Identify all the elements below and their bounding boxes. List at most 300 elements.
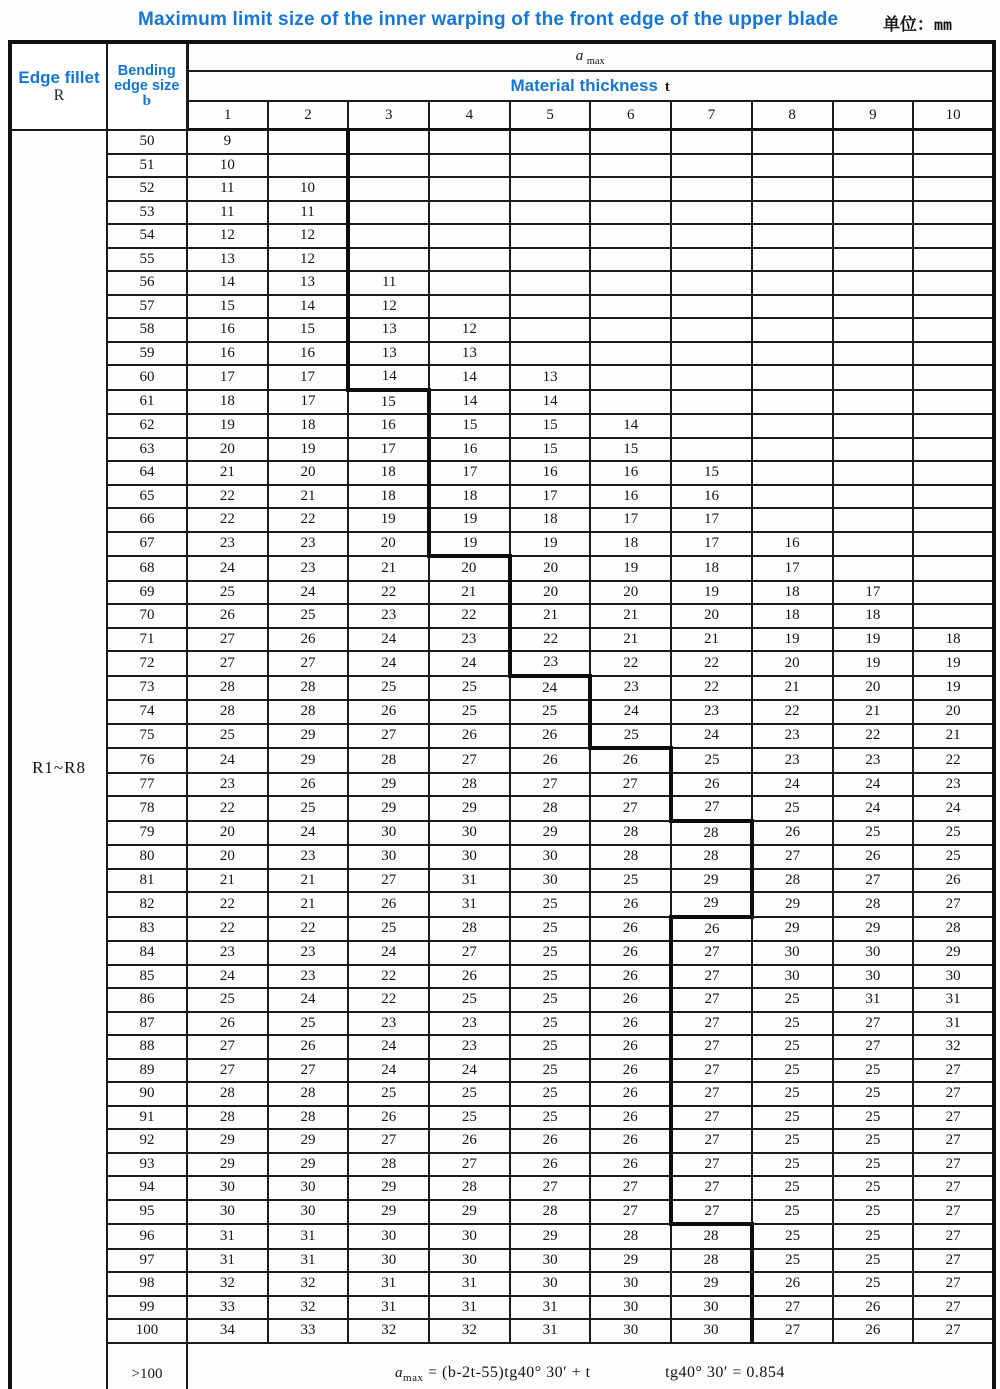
limit-value: 29 bbox=[752, 917, 833, 942]
limit-value: 26 bbox=[590, 892, 671, 917]
limit-value: 29 bbox=[268, 724, 349, 749]
limit-value bbox=[510, 177, 591, 201]
material-thickness-symbol: t bbox=[664, 79, 670, 95]
limit-value: 30 bbox=[833, 965, 914, 989]
limit-value: 11 bbox=[268, 201, 349, 225]
limit-value: 28 bbox=[268, 1106, 349, 1130]
limit-value: 17 bbox=[268, 365, 349, 390]
formula-row bbox=[10, 1343, 994, 1389]
limit-value: 26 bbox=[833, 1296, 914, 1320]
limit-value: 22 bbox=[590, 651, 671, 676]
limit-value: 26 bbox=[590, 1106, 671, 1130]
limit-value bbox=[752, 508, 833, 532]
table-row bbox=[10, 773, 994, 797]
bending-size-value: 78 bbox=[107, 796, 187, 821]
limit-value: 22 bbox=[187, 917, 268, 942]
table-row bbox=[10, 869, 994, 893]
limit-value: 27 bbox=[913, 1106, 994, 1130]
bending-size-value: 89 bbox=[107, 1059, 187, 1083]
bending-size-value: 80 bbox=[107, 845, 187, 869]
limit-value: 30 bbox=[752, 965, 833, 989]
bending-size-value: 58 bbox=[107, 318, 187, 342]
limit-value: 27 bbox=[913, 1319, 994, 1343]
bending-label: Bending edge size bbox=[114, 62, 180, 94]
limit-value: 23 bbox=[268, 556, 349, 581]
limit-value: 23 bbox=[752, 724, 833, 749]
limit-value: 29 bbox=[429, 1200, 510, 1225]
limit-value: 26 bbox=[590, 748, 671, 773]
limit-value: 25 bbox=[752, 1200, 833, 1225]
limit-value: 15 bbox=[348, 390, 429, 415]
limit-value: 25 bbox=[752, 796, 833, 821]
limit-value: 15 bbox=[268, 318, 349, 342]
table-row bbox=[10, 941, 994, 965]
limit-value bbox=[913, 556, 994, 581]
limit-value: 23 bbox=[833, 748, 914, 773]
limit-value: 22 bbox=[348, 988, 429, 1012]
limit-value: 30 bbox=[348, 1249, 429, 1273]
limit-value: 25 bbox=[752, 1106, 833, 1130]
limit-value: 22 bbox=[510, 628, 591, 652]
table-row bbox=[10, 748, 994, 773]
limit-value bbox=[671, 130, 752, 154]
bending-size-value: 60 bbox=[107, 365, 187, 390]
limit-value: 16 bbox=[268, 342, 349, 366]
limit-value: 31 bbox=[833, 988, 914, 1012]
limit-value: 25 bbox=[671, 748, 752, 773]
limit-size-table bbox=[8, 40, 996, 1389]
limit-value bbox=[590, 224, 671, 248]
table-row bbox=[10, 1200, 994, 1225]
limit-value bbox=[913, 318, 994, 342]
limit-value: 27 bbox=[671, 1129, 752, 1153]
limit-value: 24 bbox=[833, 773, 914, 797]
limit-value: 26 bbox=[590, 988, 671, 1012]
limit-value bbox=[590, 295, 671, 319]
limit-value: 25 bbox=[510, 988, 591, 1012]
limit-value: 30 bbox=[348, 1224, 429, 1249]
table-row bbox=[10, 651, 994, 676]
limit-value: 22 bbox=[671, 651, 752, 676]
limit-value bbox=[833, 556, 914, 581]
limit-value: 29 bbox=[590, 1249, 671, 1273]
limit-value bbox=[913, 342, 994, 366]
limit-value bbox=[833, 224, 914, 248]
limit-value bbox=[590, 201, 671, 225]
limit-value: 23 bbox=[187, 773, 268, 797]
limit-value: 26 bbox=[510, 748, 591, 773]
limit-value: 26 bbox=[590, 1153, 671, 1177]
limit-value: 18 bbox=[752, 581, 833, 605]
limit-value: 23 bbox=[187, 532, 268, 557]
table-row bbox=[10, 1224, 994, 1249]
limit-value bbox=[671, 438, 752, 462]
thickness-col-header: 10 bbox=[913, 101, 994, 130]
limit-value: 27 bbox=[913, 1082, 994, 1106]
limit-value bbox=[429, 177, 510, 201]
limit-value: 27 bbox=[671, 941, 752, 965]
limit-value: 27 bbox=[510, 1176, 591, 1200]
a-max-sub: max bbox=[586, 55, 605, 67]
table-row bbox=[10, 892, 994, 917]
limit-value: 25 bbox=[833, 1106, 914, 1130]
limit-value: 25 bbox=[752, 1082, 833, 1106]
limit-value bbox=[671, 390, 752, 415]
limit-value: 17 bbox=[348, 438, 429, 462]
limit-value: 18 bbox=[752, 604, 833, 628]
limit-value: 21 bbox=[268, 485, 349, 509]
limit-value: 17 bbox=[429, 461, 510, 485]
limit-value: 25 bbox=[752, 1249, 833, 1273]
limit-value: 26 bbox=[590, 965, 671, 989]
limit-value bbox=[833, 248, 914, 272]
limit-value: 14 bbox=[429, 390, 510, 415]
limit-value: 27 bbox=[752, 845, 833, 869]
limit-value: 17 bbox=[671, 532, 752, 557]
limit-value: 28 bbox=[590, 821, 671, 846]
bending-size-value: 51 bbox=[107, 154, 187, 178]
limit-value: 20 bbox=[833, 676, 914, 701]
limit-value: 23 bbox=[268, 532, 349, 557]
limit-value: 16 bbox=[187, 342, 268, 366]
material-thickness-label: Material thickness bbox=[510, 76, 658, 95]
limit-value bbox=[510, 130, 591, 154]
limit-value: 18 bbox=[187, 390, 268, 415]
bending-size-value: 91 bbox=[107, 1106, 187, 1130]
limit-value: 25 bbox=[752, 1012, 833, 1036]
limit-value: 33 bbox=[268, 1319, 349, 1343]
bending-size-value: 70 bbox=[107, 604, 187, 628]
limit-value: 27 bbox=[671, 796, 752, 821]
limit-value: 29 bbox=[671, 1272, 752, 1296]
limit-value: 30 bbox=[752, 941, 833, 965]
limit-value: 16 bbox=[348, 414, 429, 438]
limit-value: 21 bbox=[187, 461, 268, 485]
table-row bbox=[10, 508, 994, 532]
limit-value: 29 bbox=[510, 1224, 591, 1249]
limit-value: 23 bbox=[187, 941, 268, 965]
limit-value: 25 bbox=[268, 604, 349, 628]
limit-value: 13 bbox=[429, 342, 510, 366]
limit-value bbox=[671, 224, 752, 248]
bending-over-100-value: >100 bbox=[107, 1343, 187, 1389]
limit-value: 24 bbox=[348, 941, 429, 965]
limit-value: 12 bbox=[429, 318, 510, 342]
limit-value: 23 bbox=[429, 628, 510, 652]
bending-size-value: 54 bbox=[107, 224, 187, 248]
limit-value: 22 bbox=[913, 748, 994, 773]
limit-value: 22 bbox=[187, 892, 268, 917]
limit-value: 22 bbox=[833, 724, 914, 749]
limit-value: 25 bbox=[429, 1106, 510, 1130]
limit-value bbox=[590, 177, 671, 201]
limit-value: 25 bbox=[429, 1082, 510, 1106]
limit-value: 27 bbox=[671, 1059, 752, 1083]
limit-value: 21 bbox=[833, 700, 914, 724]
limit-value: 29 bbox=[348, 1200, 429, 1225]
limit-value: 30 bbox=[348, 845, 429, 869]
bending-size-value: 72 bbox=[107, 651, 187, 676]
limit-value: 26 bbox=[671, 917, 752, 942]
bending-size-value: 83 bbox=[107, 917, 187, 942]
limit-value: 23 bbox=[752, 748, 833, 773]
limit-value: 24 bbox=[187, 748, 268, 773]
thickness-col-header: 3 bbox=[348, 101, 429, 130]
limit-value bbox=[913, 438, 994, 462]
limit-value: 17 bbox=[510, 485, 591, 509]
limit-value: 27 bbox=[913, 1176, 994, 1200]
limit-value: 30 bbox=[510, 1249, 591, 1273]
limit-value: 24 bbox=[752, 773, 833, 797]
table-row bbox=[10, 845, 994, 869]
table-row bbox=[10, 318, 994, 342]
limit-value: 27 bbox=[913, 1129, 994, 1153]
table-row bbox=[10, 365, 994, 390]
limit-value: 30 bbox=[429, 1224, 510, 1249]
limit-value: 27 bbox=[348, 869, 429, 893]
limit-value: 24 bbox=[348, 1059, 429, 1083]
limit-value bbox=[913, 414, 994, 438]
limit-value: 29 bbox=[671, 892, 752, 917]
limit-value: 25 bbox=[833, 1200, 914, 1225]
bending-size-value: 56 bbox=[107, 271, 187, 295]
limit-value bbox=[833, 438, 914, 462]
limit-value: 29 bbox=[348, 796, 429, 821]
limit-value: 28 bbox=[187, 1106, 268, 1130]
limit-value: 22 bbox=[348, 581, 429, 605]
limit-value: 21 bbox=[671, 628, 752, 652]
limit-value bbox=[752, 271, 833, 295]
limit-value: 25 bbox=[833, 1153, 914, 1177]
thickness-col-header: 7 bbox=[671, 101, 752, 130]
limit-value: 30 bbox=[187, 1200, 268, 1225]
limit-value: 23 bbox=[268, 965, 349, 989]
limit-value bbox=[833, 485, 914, 509]
limit-value: 27 bbox=[429, 1153, 510, 1177]
limit-value bbox=[833, 390, 914, 415]
limit-value: 25 bbox=[833, 1249, 914, 1273]
limit-value: 10 bbox=[268, 177, 349, 201]
bending-size-value: 88 bbox=[107, 1035, 187, 1059]
limit-value: 30 bbox=[510, 845, 591, 869]
limit-value bbox=[752, 248, 833, 272]
limit-value: 22 bbox=[671, 676, 752, 701]
limit-value: 27 bbox=[913, 1272, 994, 1296]
limit-value: 26 bbox=[913, 869, 994, 893]
limit-value: 27 bbox=[348, 724, 429, 749]
limit-value bbox=[913, 248, 994, 272]
limit-value: 27 bbox=[833, 869, 914, 893]
table-row bbox=[10, 796, 994, 821]
header-edge-fillet bbox=[10, 42, 107, 130]
bending-size-value: 52 bbox=[107, 177, 187, 201]
limit-value bbox=[913, 390, 994, 415]
limit-value: 14 bbox=[590, 414, 671, 438]
limit-value: 25 bbox=[833, 1082, 914, 1106]
table-row bbox=[10, 414, 994, 438]
table-row bbox=[10, 1249, 994, 1273]
table-row bbox=[10, 248, 994, 272]
limit-value bbox=[913, 485, 994, 509]
limit-value: 30 bbox=[429, 821, 510, 846]
limit-value: 25 bbox=[833, 1272, 914, 1296]
limit-value bbox=[510, 248, 591, 272]
limit-value bbox=[590, 390, 671, 415]
limit-value: 25 bbox=[348, 676, 429, 701]
limit-value bbox=[913, 154, 994, 178]
limit-value bbox=[833, 130, 914, 154]
limit-value: 17 bbox=[187, 365, 268, 390]
bending-size-value: 79 bbox=[107, 821, 187, 846]
bending-size-value: 92 bbox=[107, 1129, 187, 1153]
limit-value: 26 bbox=[429, 965, 510, 989]
limit-value: 23 bbox=[510, 651, 591, 676]
limit-value bbox=[348, 154, 429, 178]
limit-value: 25 bbox=[752, 1176, 833, 1200]
limit-value bbox=[913, 532, 994, 557]
limit-value: 31 bbox=[510, 1296, 591, 1320]
limit-value: 31 bbox=[268, 1224, 349, 1249]
limit-value: 27 bbox=[752, 1319, 833, 1343]
limit-value: 29 bbox=[187, 1129, 268, 1153]
limit-value bbox=[510, 342, 591, 366]
limit-value: 24 bbox=[348, 651, 429, 676]
table-row bbox=[10, 461, 994, 485]
limit-value: 20 bbox=[187, 438, 268, 462]
limit-value: 25 bbox=[752, 1129, 833, 1153]
bending-size-value: 86 bbox=[107, 988, 187, 1012]
limit-value: 28 bbox=[671, 1249, 752, 1273]
limit-value: 27 bbox=[833, 1012, 914, 1036]
limit-value: 26 bbox=[833, 1319, 914, 1343]
limit-value bbox=[590, 365, 671, 390]
table-row bbox=[10, 604, 994, 628]
limit-value: 28 bbox=[590, 845, 671, 869]
limit-value bbox=[671, 154, 752, 178]
limit-value: 25 bbox=[833, 1224, 914, 1249]
limit-value: 19 bbox=[833, 628, 914, 652]
bending-size-value: 76 bbox=[107, 748, 187, 773]
bending-size-value: 100 bbox=[107, 1319, 187, 1343]
limit-value bbox=[752, 390, 833, 415]
limit-value: 14 bbox=[187, 271, 268, 295]
table-row bbox=[10, 988, 994, 1012]
table-row bbox=[10, 700, 994, 724]
limit-value: 27 bbox=[590, 1200, 671, 1225]
bending-size-value: 96 bbox=[107, 1224, 187, 1249]
limit-value bbox=[510, 295, 591, 319]
limit-value: 27 bbox=[913, 1200, 994, 1225]
limit-value: 14 bbox=[348, 365, 429, 390]
limit-value: 28 bbox=[429, 773, 510, 797]
limit-value: 28 bbox=[833, 892, 914, 917]
limit-value bbox=[913, 581, 994, 605]
header-bending-edge-size bbox=[107, 42, 187, 130]
limit-value: 27 bbox=[671, 1176, 752, 1200]
limit-value bbox=[510, 271, 591, 295]
limit-value bbox=[913, 295, 994, 319]
limit-value: 31 bbox=[913, 1012, 994, 1036]
limit-value: 23 bbox=[348, 1012, 429, 1036]
limit-value: 20 bbox=[913, 700, 994, 724]
table-row bbox=[10, 965, 994, 989]
limit-value: 25 bbox=[510, 1035, 591, 1059]
limit-value: 17 bbox=[833, 581, 914, 605]
bending-size-value: 63 bbox=[107, 438, 187, 462]
limit-value: 15 bbox=[590, 438, 671, 462]
limit-value: 28 bbox=[590, 1224, 671, 1249]
limit-value: 15 bbox=[671, 461, 752, 485]
page-title: Maximum limit size of the inner warping of the front edge of the upper blade bbox=[138, 9, 839, 30]
limit-value: 21 bbox=[268, 892, 349, 917]
table-row bbox=[10, 295, 994, 319]
limit-value: 18 bbox=[913, 628, 994, 652]
limit-value: 25 bbox=[268, 1012, 349, 1036]
limit-value: 25 bbox=[833, 1059, 914, 1083]
table-row bbox=[10, 390, 994, 415]
limit-value bbox=[752, 485, 833, 509]
limit-value bbox=[913, 604, 994, 628]
bending-size-value: 82 bbox=[107, 892, 187, 917]
limit-value bbox=[671, 365, 752, 390]
limit-value: 29 bbox=[671, 869, 752, 893]
limit-value bbox=[913, 130, 994, 154]
limit-value: 12 bbox=[268, 224, 349, 248]
formula-note: tg40° 30′ = 0.854 bbox=[665, 1364, 785, 1382]
limit-value: 12 bbox=[268, 248, 349, 272]
limit-value: 25 bbox=[510, 941, 591, 965]
limit-value bbox=[510, 201, 591, 225]
limit-value bbox=[590, 318, 671, 342]
limit-value: 24 bbox=[268, 988, 349, 1012]
table-row bbox=[10, 1059, 994, 1083]
limit-value: 30 bbox=[429, 845, 510, 869]
limit-value: 27 bbox=[590, 1176, 671, 1200]
limit-value: 28 bbox=[429, 917, 510, 942]
limit-value bbox=[752, 154, 833, 178]
limit-value: 26 bbox=[268, 1035, 349, 1059]
limit-value: 26 bbox=[590, 1012, 671, 1036]
bending-size-value: 87 bbox=[107, 1012, 187, 1036]
limit-value: 30 bbox=[671, 1296, 752, 1320]
limit-value: 23 bbox=[429, 1012, 510, 1036]
limit-value: 22 bbox=[187, 485, 268, 509]
limit-value: 30 bbox=[510, 1272, 591, 1296]
limit-value: 19 bbox=[752, 628, 833, 652]
limit-value: 30 bbox=[913, 965, 994, 989]
limit-value: 25 bbox=[752, 1153, 833, 1177]
limit-value: 24 bbox=[913, 796, 994, 821]
limit-value bbox=[671, 177, 752, 201]
limit-value: 19 bbox=[510, 532, 591, 557]
limit-value: 28 bbox=[510, 796, 591, 821]
limit-value bbox=[833, 295, 914, 319]
table-row bbox=[10, 724, 994, 749]
limit-value: 30 bbox=[671, 1319, 752, 1343]
limit-value: 21 bbox=[268, 869, 349, 893]
limit-value: 24 bbox=[429, 651, 510, 676]
limit-value: 27 bbox=[671, 1082, 752, 1106]
limit-value: 19 bbox=[913, 651, 994, 676]
limit-value: 26 bbox=[510, 1129, 591, 1153]
edge-fillet-label: Edge fillet bbox=[18, 67, 100, 87]
limit-value: 23 bbox=[590, 676, 671, 701]
limit-value: 18 bbox=[510, 508, 591, 532]
limit-value: 24 bbox=[348, 628, 429, 652]
limit-value: 22 bbox=[187, 796, 268, 821]
limit-value: 27 bbox=[671, 1200, 752, 1225]
limit-value: 23 bbox=[268, 941, 349, 965]
